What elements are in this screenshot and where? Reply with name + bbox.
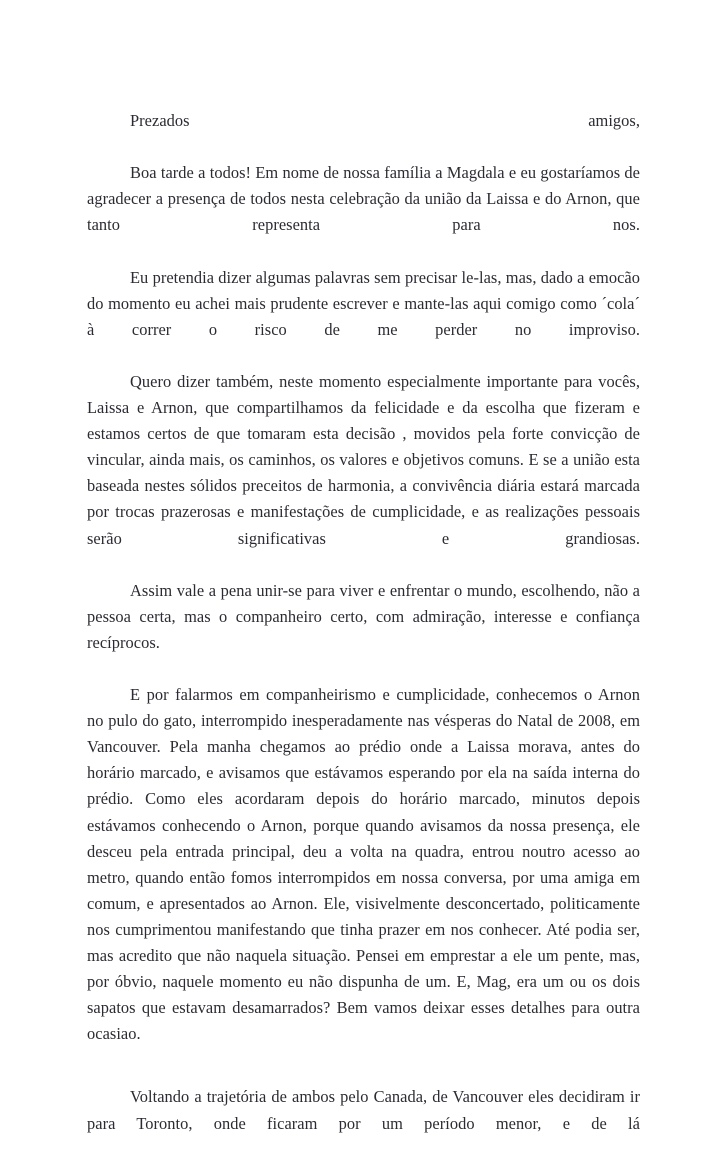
paragraph-welcome: Boa tarde a todos! Em nome de nossa família a Magdala e eu gostaríamos de agradecer a presença de todos nesta celebração da união da Laissa e do Arnon, que tanto representa para nos. [87, 163, 640, 235]
paragraph-speech-notes: Eu pretendia dizer algumas palavras sem precisar le-las, mas, dado a emocão do momento eu achei mais prudente escrever e mante-las aqui comigo como ´cola´ à correr o risco de me perder no improviso. [87, 267, 640, 339]
document-text-column [87, 108, 640, 1163]
paragraph-congratulations: Quero dizer também, neste momento especialmente importante para vocês, Laissa e Arnon, que compartilhamos da felicidade e da escolha que fizeram e estamos certos de que tomaram esta decisão , movidos pela forte convicção de vincular, ainda mais, os caminhos, os valores e objetivos comuns. E se a união esta baseada nestes sólidos preceitos de harmonia, a convivência diária estará marcada por trocas prazerosas e manifestações de cumplicidade, e as realizações pessoais serão significativas e grandiosas. [87, 371, 640, 548]
paragraph-meeting-arnon: E por falarmos em companheirismo e cumplicidade, conhecemos o Arnon no pulo do gato, interrompido inesperadamente nas vésperas do Natal de 2008, em Vancouver. Pela manha chegamos ao prédio onde a Laissa morava, antes do horário marcado, e avisamos que estávamos esperando por ela na saída interna do prédio. Como eles acordaram depois do horário marcado, minutos depois estávamos conhecendo o Arnon, porque quando avisamos da nossa presença, ele desceu pela entrada principal, deu a volta na quadra, entrou noutro acesso ao metro, quando então fomos interrompidos em nossa conversa, por uma amiga em comum, e apresentados ao Arnon. Ele, visivelmente desconcertado, politicamente nos cumprimentou manifestando que tinha prazer em nos conhecer. Até podia ser, mas acredito que não naquela situação. Pensei em emprestar a ele um pente, mas, por óbvio, naquele momento eu não dispunha de um. E, Mag, era um ou os dois sapatos que estavam desamarrados? Bem vamos deixar esses detalhes para outra ocasiao. [87, 685, 640, 1044]
paragraph-canada-journey: Voltando a trajetória de ambos pelo Canada, de Vancouver eles decidiram ir para Toronto, onde ficaram por um período menor, e de lá [87, 1087, 640, 1133]
paragraph-greeting: Prezados amigos, [130, 111, 640, 130]
paragraph-partnership: Assim vale a pena unir-se para viver e enfrentar o mundo, escolhendo, não a pessoa certa, mas o companheiro certo, com admiração, interesse e confiança recíprocos. [87, 580, 640, 652]
